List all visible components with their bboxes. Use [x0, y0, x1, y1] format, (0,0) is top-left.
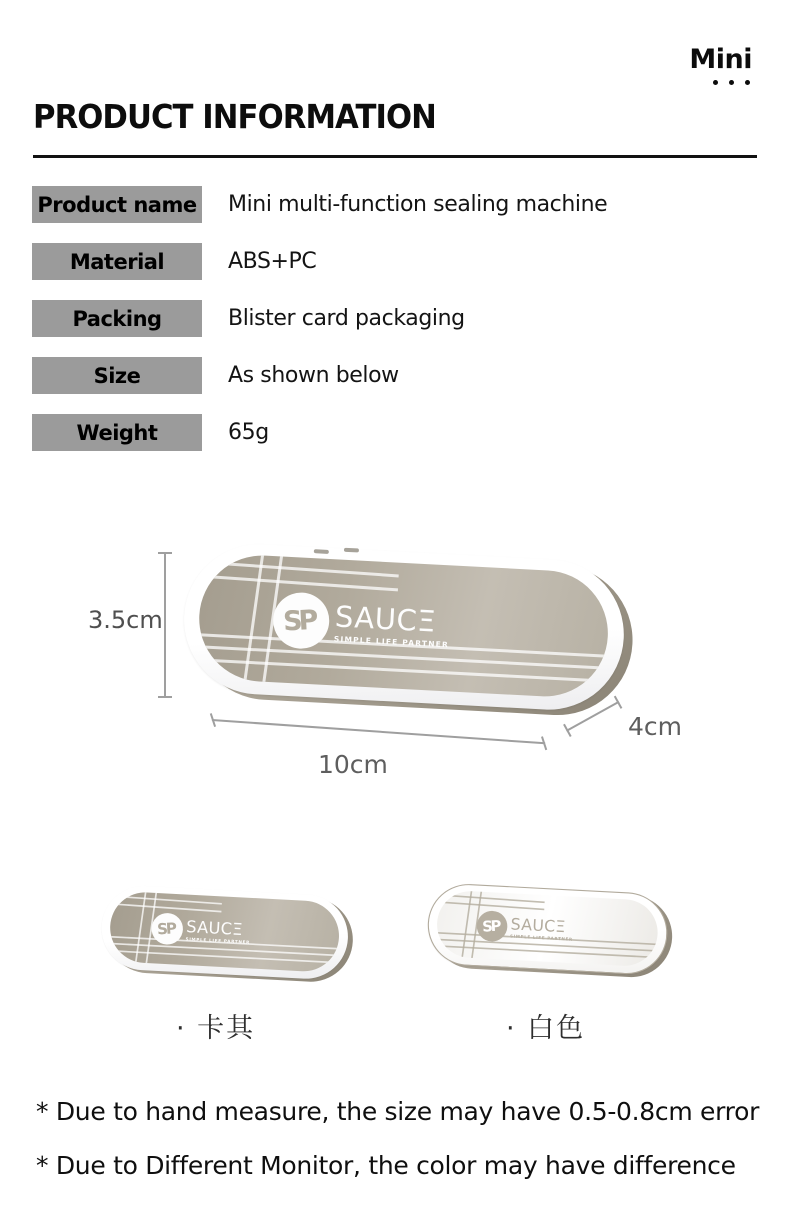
spec-label: Size [32, 357, 202, 394]
brand-logo [271, 591, 451, 656]
plaid-line [461, 890, 473, 962]
spec-value: Blister card packaging [228, 306, 465, 331]
spec-row-product-name [0, 186, 790, 223]
brand-monogram: SP [481, 917, 500, 936]
title-divider [33, 155, 757, 158]
brand-monogram-circle [151, 912, 184, 945]
brand-wordmark [185, 918, 251, 944]
spec-value: Mini multi-function sealing machine [228, 192, 608, 217]
spec-value: ABS+PC [228, 249, 317, 274]
brand-monogram-circle [271, 591, 330, 650]
plaid-line [108, 903, 221, 913]
device-shell [426, 882, 670, 976]
brand-tagline: SIMPLE LIFE PARTNER [509, 933, 573, 942]
brand-monogram: SP [156, 919, 176, 939]
plaid-line [435, 945, 659, 959]
dimension-width-label: 10cm [318, 750, 388, 779]
dimension-depth-label: 4cm [628, 712, 683, 741]
ellipsis-dots-icon [689, 80, 752, 85]
spec-label: Packing [32, 300, 202, 337]
product-image-main [180, 541, 627, 714]
mini-badge [689, 44, 752, 85]
plaid-line [196, 658, 611, 683]
brand-monogram: SP [282, 604, 316, 638]
brand-tagline: SIMPLE LIFE PARTNER [185, 936, 251, 945]
spec-value: 65g [228, 420, 269, 445]
spec-label: Weight [32, 414, 202, 451]
brand-monogram-circle [476, 910, 508, 942]
dimension-width-line [212, 719, 545, 744]
variant-label-white: · 白色 [506, 1013, 586, 1044]
spec-row-weight [0, 414, 790, 451]
device-white [426, 882, 670, 976]
device-khaki [100, 884, 350, 981]
variant-label-khaki: · 卡其 [176, 1013, 256, 1044]
page-title: PRODUCT INFORMATION [33, 97, 436, 136]
brand-wordmark [510, 916, 574, 942]
device-face-white [435, 890, 659, 968]
brand-name: SAUCΞ [334, 599, 437, 639]
brand-wordmark [333, 599, 451, 650]
spec-row-size [0, 357, 790, 394]
device-face-khaki [196, 552, 611, 699]
brand-name: SAUCΞ [185, 916, 244, 939]
spec-label: Product name [32, 186, 202, 223]
brand-tagline: SIMPLE LIFE PARTNER [333, 634, 450, 650]
variant-image-white [430, 882, 680, 982]
mini-badge-label: Mini [689, 44, 752, 75]
plaid-line [196, 560, 398, 577]
device-shell [100, 884, 350, 981]
plaid-line [134, 891, 147, 967]
seal-slot [344, 548, 359, 553]
plaid-line [435, 901, 544, 910]
spec-value: As shown below [228, 363, 399, 388]
dimension-height-line [164, 552, 166, 698]
brand-logo [151, 912, 252, 949]
device-shell [180, 541, 627, 714]
device-face-khaki [108, 891, 340, 973]
brand-logo [476, 910, 574, 946]
plaid-line [196, 574, 397, 591]
seal-slot [314, 549, 329, 554]
note-color-difference: * Due to Different Monitor, the color may have difference [36, 1151, 736, 1180]
dimension-height-label: 3.5cm [88, 606, 163, 634]
spec-row-packing [0, 300, 790, 337]
spec-label: Material [32, 243, 202, 280]
note-size-error: * Due to hand measure, the size may have 0.5-0.8cm error [36, 1097, 760, 1126]
variant-image-khaki [104, 884, 354, 984]
brand-name: SAUCΞ [510, 914, 567, 936]
plaid-line [243, 552, 266, 688]
plaid-line [108, 950, 340, 964]
spec-row-material [0, 243, 790, 280]
